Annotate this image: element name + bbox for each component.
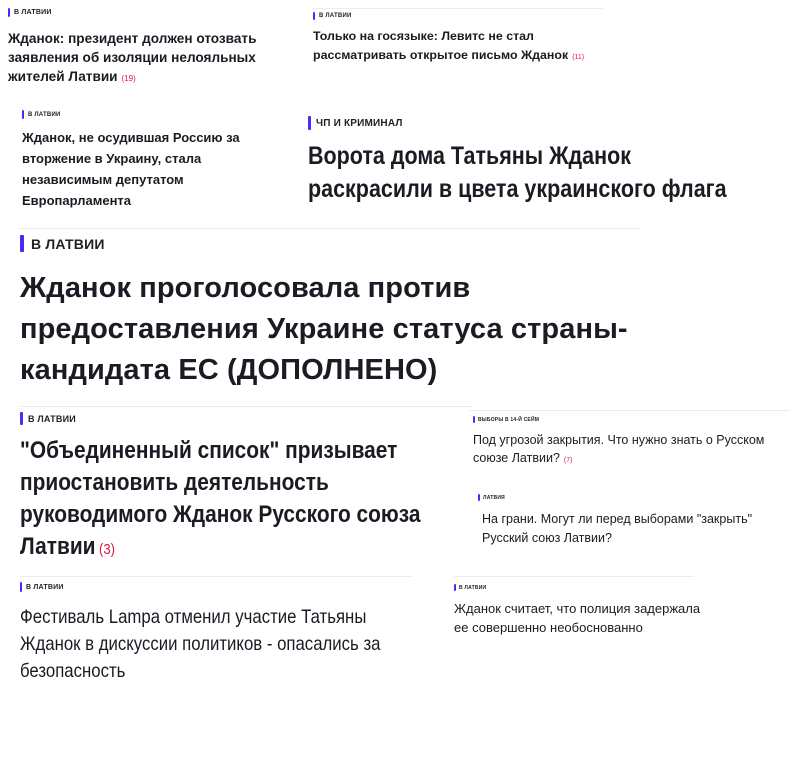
headline[interactable] <box>473 431 791 470</box>
rubric-bar <box>20 582 22 592</box>
headline-text: Жданок считает, что полиция задержала ее совершенно необоснованно <box>454 601 701 635</box>
rubric-bar <box>22 110 24 119</box>
rubric-text: В ЛАТВИИ <box>459 584 487 591</box>
headline-text: Жданок проголосовала против предоставления Украине статуса страны-кандидата ЕС (ДОПОЛНЕНО) <box>20 272 628 386</box>
divider <box>470 410 790 411</box>
rubric-bar <box>20 412 23 425</box>
rubric-text: В ЛАТВИИ <box>28 111 61 118</box>
news-card-8[interactable] <box>478 494 770 556</box>
headline[interactable] <box>22 127 294 211</box>
divider <box>313 8 603 9</box>
headline[interactable] <box>308 140 738 206</box>
rubric-bar <box>313 12 315 20</box>
headline[interactable] <box>20 604 411 685</box>
headline-text: Жданок, не осудившая Россию за вторжение в Украину, стала независимым депутатом Европарламента <box>22 130 240 208</box>
divider <box>20 576 412 577</box>
rubric-label <box>313 12 603 20</box>
headline-text: Только на госязыке: Левитс не стал рассматривать открытое письмо Жданок <box>313 29 569 62</box>
divider <box>20 228 640 229</box>
rubric-label <box>454 584 704 591</box>
news-card-9[interactable] <box>20 576 432 688</box>
news-card-2[interactable] <box>313 8 603 90</box>
headline-text: Фестиваль Lampa отменил участие Татьяны Жданок в дискуссии политиков - опасались за безопасность <box>20 606 381 682</box>
rubric-bar <box>20 235 24 252</box>
news-card-3[interactable] <box>22 110 300 210</box>
rubric-text: В ЛАТВИИ <box>14 9 52 16</box>
comment-count[interactable]: (7) <box>563 457 573 464</box>
rubric-label <box>8 8 300 17</box>
headline[interactable] <box>313 27 588 67</box>
comment-count[interactable]: (3) <box>99 541 115 558</box>
rubric-bar <box>478 494 480 501</box>
rubric-bar <box>454 584 456 591</box>
rubric-label <box>20 235 640 252</box>
news-card-7[interactable] <box>470 410 790 478</box>
comment-count[interactable]: (19) <box>121 74 136 83</box>
news-card-main[interactable] <box>20 228 640 404</box>
rubric-text: ЛАТВИЯ <box>483 494 505 501</box>
headline-text: "Объединенный список" призывает приостановить деятельность руководимого Жданок Русского союза Латвии <box>20 437 421 560</box>
rubric-bar <box>308 116 311 130</box>
headline-text: Ворота дома Татьяны Жданок раскрасили в цвета украинского флага <box>308 142 727 203</box>
headline-text: На грани. Могут ли перед выборами "закрыть" Русский союз Латвии? <box>482 512 753 545</box>
rubric-text: В ЛАТВИИ <box>31 235 105 252</box>
rubric-bar <box>8 8 10 17</box>
rubric-label <box>478 494 770 501</box>
comment-count[interactable]: (11) <box>572 54 585 61</box>
headline[interactable] <box>482 510 772 548</box>
rubric-text: В ЛАТВИИ <box>28 413 76 424</box>
rubric-label <box>20 582 432 592</box>
rubric-label <box>20 412 472 425</box>
divider <box>20 406 472 407</box>
rubric-label <box>473 416 790 423</box>
headline[interactable] <box>454 599 704 637</box>
rubric-text: В ЛАТВИИ <box>26 583 64 591</box>
news-card-4[interactable] <box>306 110 746 220</box>
headline-text: Под угрозой закрытия. Что нужно знать о Русском союзе Латвии? <box>473 433 765 465</box>
rubric-text: ЧП И КРИМИНАЛ <box>316 117 403 129</box>
headline[interactable] <box>20 435 472 566</box>
rubric-text: ВЫБОРЫ В 14-Й СЕЙМ <box>478 416 540 423</box>
headline-text: Жданок: президент должен отозвать заявления об изоляции нелояльных жителей Латвии <box>8 31 257 84</box>
news-card-1[interactable] <box>8 8 300 96</box>
rubric-label <box>308 116 746 130</box>
news-card-6[interactable] <box>20 406 472 568</box>
headline[interactable] <box>20 268 638 391</box>
rubric-label <box>22 110 300 119</box>
news-card-10[interactable] <box>454 576 704 658</box>
headline[interactable] <box>8 29 303 88</box>
rubric-text: В ЛАТВИИ <box>319 13 352 19</box>
rubric-bar <box>473 416 475 423</box>
divider <box>454 576 694 577</box>
